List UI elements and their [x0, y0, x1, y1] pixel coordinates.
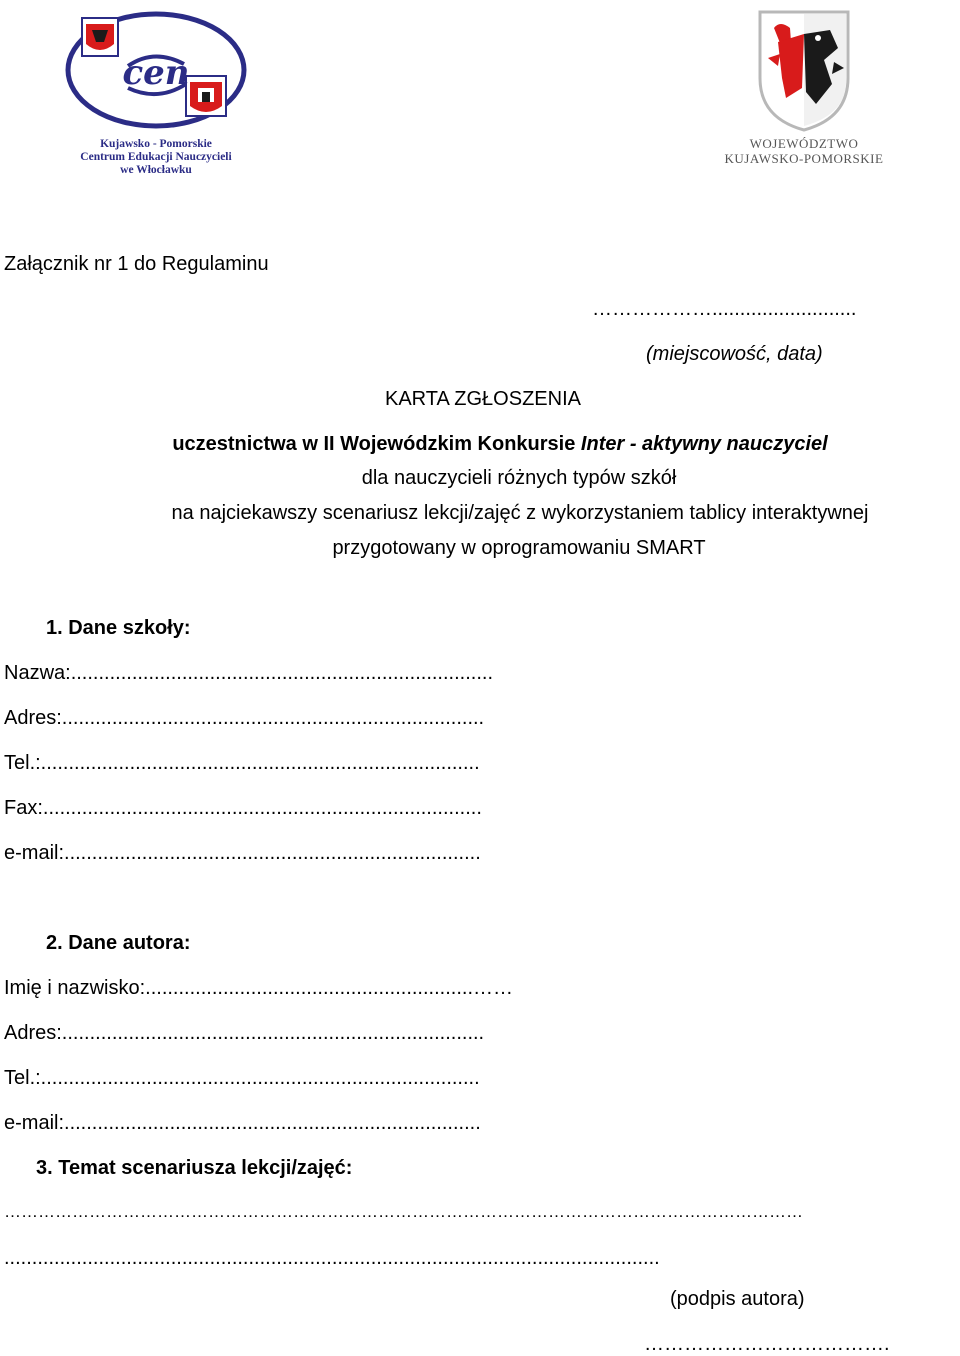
author-name-field: Imię i nazwisko:...........................................................……	[4, 977, 513, 999]
cen-caption-line: we Włocławku	[120, 164, 192, 176]
place-date-label: (miejscowość, data)	[646, 343, 823, 365]
school-email-field: e-mail:...........................................................................	[4, 842, 481, 864]
author-phone-field: Tel.:...............................................................................	[4, 1067, 480, 1089]
school-fax-field: Fax:...............................................................................	[4, 797, 482, 819]
section-2-heading: 2. Dane autora:	[46, 932, 191, 954]
signature-label: (podpis autora)	[670, 1288, 805, 1310]
signature-dots: ……………………………….	[644, 1333, 890, 1355]
cen-caption	[58, 138, 254, 177]
contest-name: Inter - aktywny nauczyciel	[580, 433, 828, 455]
section-3-heading: 3. Temat scenariusza lekcji/zajęć:	[36, 1157, 353, 1179]
place-date-dots: ………………..........................	[592, 298, 857, 320]
voivodeship-caption-line: WOJEWÓDZTWO	[749, 136, 859, 151]
voivodeship-caption	[712, 136, 896, 166]
school-name-field: Nazwa:............................................................................	[4, 662, 493, 684]
school-address-field: Adres:............................................................................	[4, 707, 485, 729]
author-email-field: e-mail:...........................................................................	[4, 1112, 481, 1134]
topic-line-1: ……………………………………………………………………………………………………………………………	[4, 1202, 803, 1221]
card-title: KARTA ZGŁOSZENIA	[385, 388, 581, 410]
voivodeship-caption-line: KUJAWSKO-POMORSKIE	[724, 151, 884, 166]
card-subtitle-line-3: na najciekawszy scenariusz lekcji/zajęć z wykorzystaniem tablicy interaktywnej	[171, 502, 869, 524]
card-subtitle-text: uczestnictwa w II Wojewódzkim Konkursie	[172, 433, 581, 455]
cen-caption-line: Kujawsko - Pomorskie	[100, 138, 212, 150]
section-1-heading: 1. Dane szkoły:	[46, 617, 191, 639]
school-phone-field: Tel.:...............................................................................	[4, 752, 480, 774]
card-subtitle-line-4: przygotowany w oprogramowaniu SMART	[332, 537, 706, 559]
card-subtitle-line-1	[0, 433, 960, 456]
coat-of-arms-icon	[720, 8, 888, 132]
cen-logo-text: cen	[122, 53, 190, 93]
author-address-field: Adres:............................................................................	[4, 1022, 485, 1044]
card-subtitle-line-2: dla nauczycieli różnych typów szkół	[361, 467, 677, 489]
cen-caption-line: Centrum Edukacji Nauczycieli	[80, 151, 232, 163]
topic-line-2: ......................................................................................................................	[4, 1247, 660, 1269]
cen-emblem-icon	[58, 6, 254, 138]
annex-label: Załącznik nr 1 do Regulaminu	[4, 253, 269, 275]
